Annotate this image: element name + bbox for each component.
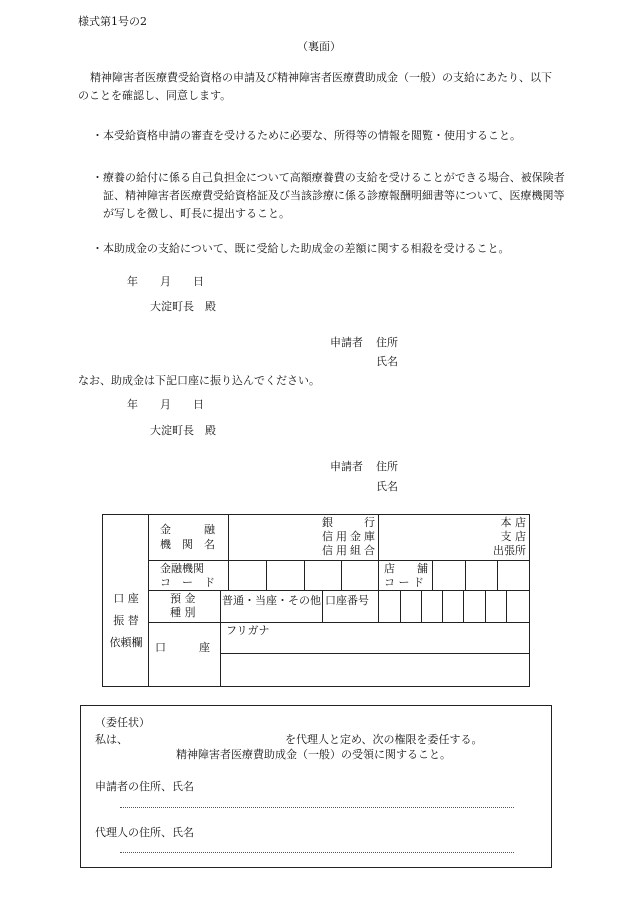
fi-code-digit-3[interactable]	[305, 561, 341, 590]
branch-code-digit-1[interactable]	[433, 561, 465, 590]
bank-type-kumiai: 信用組合	[322, 544, 375, 557]
proxy-agent-label: 代理人の住所、氏名	[95, 826, 194, 839]
proxy-line-1-start: 私は、	[95, 733, 128, 746]
proxy-title: （委任状）	[95, 716, 150, 729]
deposit-label-1: 預 金	[170, 592, 196, 605]
account-number-label: 口座番号	[325, 594, 369, 607]
name-label-1: 氏名	[376, 355, 398, 368]
branch-type-office: 出張所	[493, 544, 526, 557]
account-holder-label: 口 座	[155, 641, 210, 654]
deposit-label-2: 種 別	[170, 606, 196, 619]
branch-code-label-1: 店 舗	[384, 562, 428, 575]
addressee-2: 大淀町長 殿	[150, 424, 216, 437]
side-label-line-1: 口 座	[113, 592, 139, 605]
proxy-line-2: 精神障害者医療費助成金（一般）の受領に関すること。	[176, 748, 451, 761]
bullet-1: ・本受給資格申請の審査を受けるために必要な、所得等の情報を閲覧・使用すること。	[92, 129, 521, 142]
proxy-line-1-end: を代理人と定め、次の権限を委任する。	[285, 733, 483, 746]
fi-code-label-2: コ ー ド	[160, 576, 215, 589]
bullet-2: ・療養の給付に係る自己負担金について高額療養費の支給を受けることができる場合、被保険者証、精神障害者医療費受給資格証及び当該診療に係る診療報酬明細書等について、医療機関等が写しを徴し、町長に提出すること。	[92, 171, 565, 220]
applicant-label-1: 申請者	[330, 336, 363, 349]
date-line-1: 年 月 日	[127, 275, 204, 288]
side-label: （裏面）	[297, 40, 341, 53]
proxy-applicant-line[interactable]	[120, 807, 514, 808]
fi-code-digit-2[interactable]	[267, 561, 304, 590]
furigana-input[interactable]	[221, 637, 529, 653]
furigana-label: フリガナ	[226, 624, 270, 637]
fi-name-label-2: 機 関 名	[160, 538, 215, 551]
address-label-1: 住所	[376, 336, 398, 349]
account-holder-input[interactable]	[221, 654, 529, 686]
side-label-line-3: 依頼欄	[109, 636, 143, 649]
applicant-label-2: 申請者	[330, 460, 363, 473]
bullet-3: ・本助成金の支給について、既に受給した助成金の差額に関する相殺を受けること。	[92, 242, 510, 255]
fi-code-label-1: 金融機関	[160, 562, 204, 575]
proxy-applicant-label: 申請者の住所、氏名	[95, 780, 194, 793]
branch-type-branch: 支 店	[500, 530, 526, 543]
form-number: 様式第1号の2	[78, 15, 147, 28]
fi-code-digit-1[interactable]	[229, 561, 266, 590]
branch-code-digit-3[interactable]	[498, 561, 529, 590]
intro-paragraph: 精神障害者医療費受給資格の申請及び精神障害者医療費助成金（一般）の支給にあたり、以下のことを確認し、同意します。	[78, 71, 552, 102]
fi-name-label-1: 金 融	[160, 523, 215, 536]
branch-type-main: 本 店	[500, 516, 526, 529]
side-label-line-2: 振 替	[113, 614, 139, 627]
branch-code-digit-2[interactable]	[466, 561, 497, 590]
transfer-note: なお、助成金は下記口座に振り込んでください。	[78, 374, 320, 387]
proxy-agent-line[interactable]	[120, 852, 514, 853]
date-line-2: 年 月 日	[127, 398, 204, 411]
fi-code-digit-4[interactable]	[342, 561, 378, 590]
name-label-2: 氏名	[376, 480, 398, 493]
bank-type-shinkin: 信用金庫	[322, 530, 375, 543]
address-label-2: 住所	[376, 460, 398, 473]
branch-code-label-2: コ ー ド	[384, 576, 424, 589]
bank-type-bank: 銀 行	[322, 516, 375, 529]
addressee-1: 大淀町長 殿	[150, 300, 216, 313]
deposit-type-options[interactable]: 普通・当座・その他	[222, 594, 321, 607]
